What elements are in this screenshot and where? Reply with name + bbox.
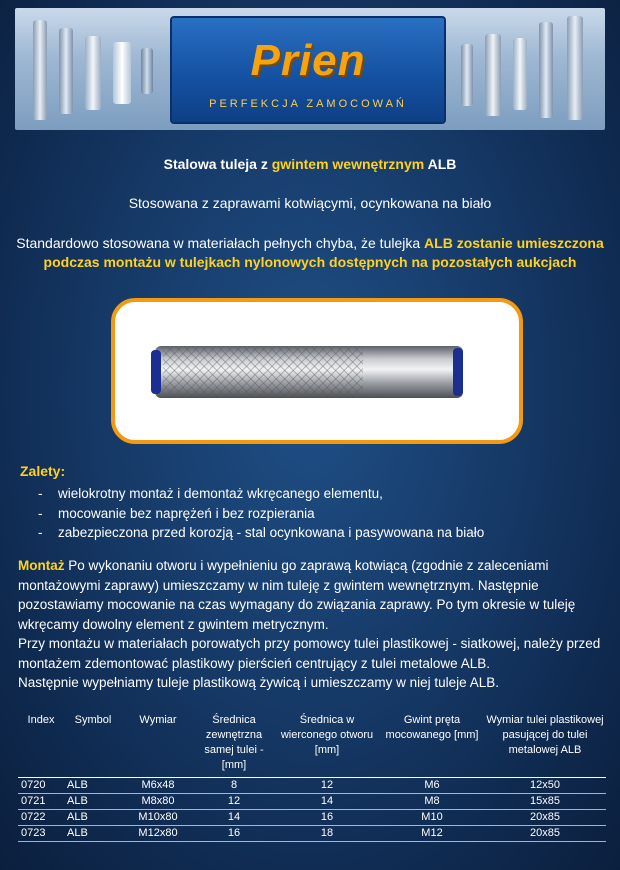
list-item: - zabezpieczona przed korozją - stal ocynkowana i pasywowana na biało — [38, 525, 485, 540]
table-cell: 20x85 — [484, 826, 606, 842]
table-cell: 14 — [194, 810, 274, 826]
column-header-outer-diameter: Średnica zewnętrzna samej tulei - [mm] — [194, 711, 274, 778]
table-cell: ALB — [64, 826, 122, 842]
table-cell: M12 — [380, 826, 484, 842]
table-cell: 0721 — [18, 794, 64, 810]
product-image-frame — [111, 298, 523, 444]
table-cell: M8x80 — [122, 794, 194, 810]
fastener-image-8 — [513, 38, 527, 110]
table-header-row — [18, 711, 606, 778]
table-cell: ALB — [64, 810, 122, 826]
advantages-heading: Zalety: — [20, 463, 66, 479]
table-cell: 18 — [274, 826, 380, 842]
table-cell: M6x48 — [122, 778, 194, 794]
mounting-text-1: Po wykonaniu otworu i wypełnieniu go zaprawą kotwiącą (zgodnie z zaleceniami montażowymi zaprawy) umieszczamy w nim tuleję z gwintem wewnętrznym. Następnie pozostawiamy mocowanie na czas wymagany do związania zaprawy. Po tym okresie w tuleję wkręcamy dowolny element z gwintem metrycznym. — [18, 558, 576, 632]
table-cell: 15x85 — [484, 794, 606, 810]
table-cell: 12 — [194, 794, 274, 810]
fastener-image-2 — [59, 28, 73, 114]
table-cell: 14 — [274, 794, 380, 810]
fastener-image-6 — [461, 44, 473, 106]
mounting-label: Montaż — [18, 558, 65, 573]
column-header-index: Index — [18, 711, 64, 778]
table-cell: M12x80 — [122, 826, 194, 842]
logo-tagline: PERFEKCJA ZAMOCOWAŃ — [209, 98, 407, 110]
table-cell: M10 — [380, 810, 484, 826]
header-banner — [15, 8, 605, 130]
table-row — [18, 778, 606, 794]
column-header-symbol: Symbol — [64, 711, 122, 778]
table-cell: 0720 — [18, 778, 64, 794]
product-image — [149, 336, 471, 408]
product-title — [0, 156, 620, 172]
table-cell: M10x80 — [122, 810, 194, 826]
standard-usage-text — [10, 234, 610, 272]
logo-text: Prien — [250, 36, 366, 85]
table-row — [18, 794, 606, 810]
mounting-text-2: Przy montażu w materiałach porowatych przy pomowcy tulei plastikowej - siatkowej, należy przed montażem zdemontować plastikowy pierścień centrujący z tulei metalowe ALB. — [18, 636, 601, 671]
table-cell: 20x85 — [484, 810, 606, 826]
advantages-list — [38, 484, 484, 543]
fastener-image-10 — [567, 16, 583, 120]
column-header-plastic-sleeve: Wymiar tulei plastikowej pasującej do tulei metalowej ALB — [484, 711, 606, 778]
list-item: - wielokrotny montaż i demontaż wkręcanego elementu, — [38, 486, 383, 501]
standard-text-highlight: ALB zostanie umieszczona podczas montażu w tulejkach nylonowych dostępnych na pozostałych aukcjach — [43, 235, 604, 270]
fastener-image-5 — [141, 48, 153, 94]
table-cell: 12x50 — [484, 778, 606, 794]
table-cell: 16 — [274, 810, 380, 826]
brand-logo — [170, 16, 446, 124]
table-cell: 0722 — [18, 810, 64, 826]
title-highlight: gwintem wewnętrznym — [271, 156, 425, 172]
specification-table — [18, 711, 606, 842]
table-cell: 8 — [194, 778, 274, 794]
fastener-image-4 — [113, 42, 131, 104]
table-cell: ALB — [64, 778, 122, 794]
fastener-image-7 — [485, 34, 501, 116]
title-part2: ALB — [424, 156, 457, 172]
fastener-image-3 — [85, 36, 101, 110]
standard-text-part1: Standardowo stosowana w materiałach pełnych chyba, że tulejka — [16, 235, 425, 251]
column-header-size: Wymiar — [122, 711, 194, 778]
table-cell: ALB — [64, 794, 122, 810]
column-header-thread: Gwint pręta mocowanego [mm] — [380, 711, 484, 778]
mounting-section — [18, 556, 608, 693]
title-part1: Stalowa tuleja z — [163, 156, 272, 172]
table-row — [18, 826, 606, 842]
table-row — [18, 810, 606, 826]
mounting-text-3: Następnie wypełniamy tuleje plastikową żywicą i umieszczamy w niej tuleje ALB. — [18, 675, 499, 690]
fastener-image-9 — [539, 22, 553, 118]
list-item: - mocowanie bez naprężeń i bez rozpierania — [38, 505, 315, 521]
table-cell: M8 — [380, 794, 484, 810]
table-cell: 0723 — [18, 826, 64, 842]
column-header-hole-diameter: Średnica w wierconego otworu [mm] — [274, 711, 380, 778]
fastener-image-1 — [33, 20, 47, 120]
table-cell: M6 — [380, 778, 484, 794]
product-subtitle: Stosowana z zaprawami kotwiącymi, ocynkowana na biało — [128, 195, 492, 211]
table-cell: 12 — [274, 778, 380, 794]
table-cell: 16 — [194, 826, 274, 842]
